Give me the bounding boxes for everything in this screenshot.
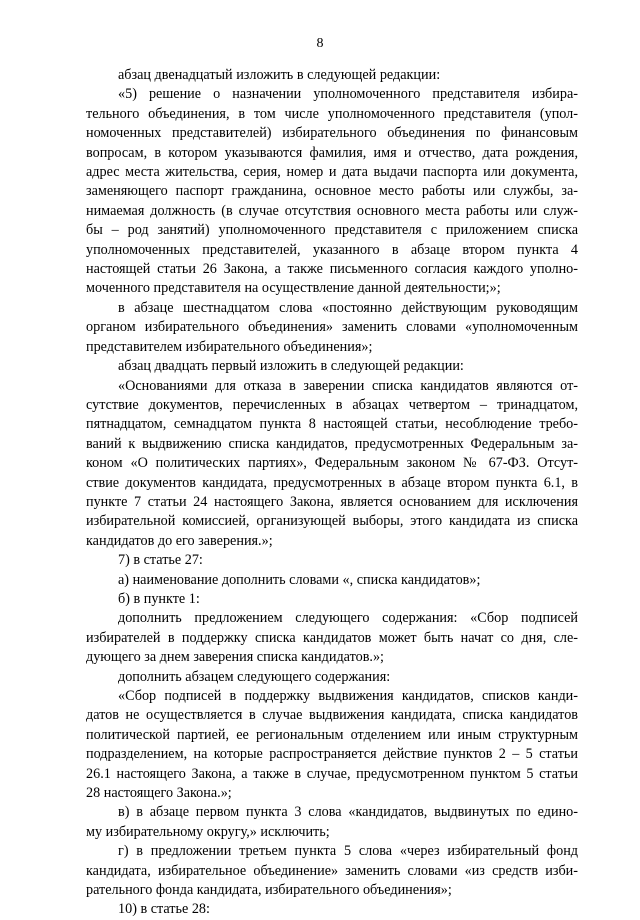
- text-line: номоченных представителей) избирательного объединения по финансовым: [86, 125, 578, 142]
- text-line: политической партией, ее региональным отделением или иным структурным: [86, 726, 578, 743]
- page-number: 8: [316, 36, 324, 51]
- paragraph: [86, 668, 578, 687]
- text-line: абзац двенадцатый изложить в следующей редакции:: [118, 67, 441, 83]
- text-line: избирательной комиссией, организующей выборы, этого кандидата из списка: [86, 513, 578, 530]
- text-line: в) в абзаце первом пункта 3 слова «кандидатов, выдвинутых по едино-: [118, 804, 578, 821]
- text-line: пункте 7 статьи 24 настоящего Закона, является основанием для исключения: [86, 493, 578, 510]
- text-line: ствие документов кандидата, предусмотренных в абзаце втором пункта 6.1, в: [86, 474, 578, 491]
- document-body: [86, 66, 578, 920]
- paragraph: [86, 377, 578, 552]
- text-line: настоящей статьи 26 Закона, а также письменного согласия каждого уполно-: [86, 261, 578, 278]
- paragraph: [86, 609, 578, 667]
- text-line: кандидата, избирательное объединение» заменить словами «из средств изби-: [86, 862, 578, 879]
- text-line: представителем избирательного объединения»;: [86, 338, 373, 355]
- paragraph: [86, 842, 578, 900]
- paragraph: [86, 571, 578, 590]
- paragraph: [86, 551, 578, 570]
- text-line: абзац двадцать первый изложить в следующей редакции:: [118, 358, 464, 375]
- text-line: ваний к выдвижению списка кандидатов, предусмотренных Федеральным за-: [86, 435, 578, 452]
- text-line: вопросам, в котором указываются фамилия, имя и отчество, дата рождения,: [86, 144, 578, 161]
- text-line: уполномоченных представителей, указанного в абзаце втором пункта 4: [86, 241, 578, 258]
- text-line: 10) в статье 28:: [118, 901, 210, 918]
- text-line: нимаемая должность (в случае отсутствия основного места работы или служ-: [86, 202, 578, 219]
- text-line: избирателей в поддержку списка кандидатов может быть начат со дня, сле-: [86, 629, 578, 646]
- text-line: г) в предложении третьем пункта 5 слова «через избирательный фонд: [118, 843, 578, 860]
- text-line: подразделением, на которые распространяется действие пунктов 2 – 5 статьи: [86, 746, 578, 763]
- text-line: 28 настоящего Закона.»;: [86, 785, 232, 802]
- text-line: му избирательному округу,» исключить;: [86, 823, 330, 840]
- text-line: «Основаниями для отказа в заверении списка кандидатов являются от-: [118, 377, 578, 394]
- text-line: дополнить предложением следующего содержания: «Сбор подписей: [118, 610, 578, 627]
- text-line: датов не осуществляется в случае выдвижения кандидата, списка кандидатов: [86, 707, 578, 724]
- text-line: пятнадцатом, семнадцатом пункта 8 настоящей статьи, несоблюдение требо-: [86, 416, 578, 433]
- text-line: рательного фонда кандидата, избирательного объединения»;: [86, 882, 452, 899]
- text-line: б) в пункте 1:: [118, 590, 200, 607]
- text-line: «5) решение о назначении уполномоченного представителя избира-: [118, 86, 578, 103]
- text-line: бы – род занятий) уполномоченного представителя с приложением списка: [86, 222, 578, 239]
- text-line: кандидатов до его заверения.»;: [86, 532, 273, 549]
- text-line: тельного объединения, в том числе уполномоченного представителя (упол-: [86, 105, 578, 122]
- text-line: заменяющего паспорт гражданина, основное место работы или службы, за-: [86, 183, 578, 200]
- text-line: в абзаце шестнадцатом слова «постоянно действующим руководящим: [118, 299, 578, 316]
- paragraph: [86, 687, 578, 803]
- paragraph: [86, 85, 578, 298]
- text-line: 26.1 настоящего Закона, а также в случае, предусмотренном пунктом 5 статьи: [86, 765, 578, 782]
- text-line: адрес места жительства, серия, номер и дата выдачи паспорта или документа,: [86, 164, 578, 181]
- paragraph: [86, 900, 578, 919]
- paragraph: [86, 299, 578, 357]
- paragraph: [86, 803, 578, 842]
- text-line: моченного представителя на осуществление данной деятельности;»;: [86, 280, 501, 297]
- text-line: коном «О политических партиях», Федеральным законом № 67-ФЗ. Отсут-: [86, 455, 578, 472]
- text-line: 7) в статье 27:: [118, 552, 203, 569]
- text-line: сутствие документов, перечисленных в абзацах четвертом – тринадцатом,: [86, 396, 578, 413]
- text-line: «Сбор подписей в поддержку выдвижения кандидатов, списков канди-: [118, 688, 578, 704]
- text-line: дополнить абзацем следующего содержания:: [118, 668, 391, 685]
- text-line: а) наименование дополнить словами «, списка кандидатов»;: [118, 571, 481, 588]
- paragraph: [86, 357, 578, 376]
- paragraph: [86, 590, 578, 609]
- paragraph: [86, 66, 578, 85]
- text-line: дующего за днем заверения списка кандидатов.»;: [86, 649, 384, 666]
- text-line: органом избирательного объединения» заменить словами «уполномоченным: [86, 319, 578, 336]
